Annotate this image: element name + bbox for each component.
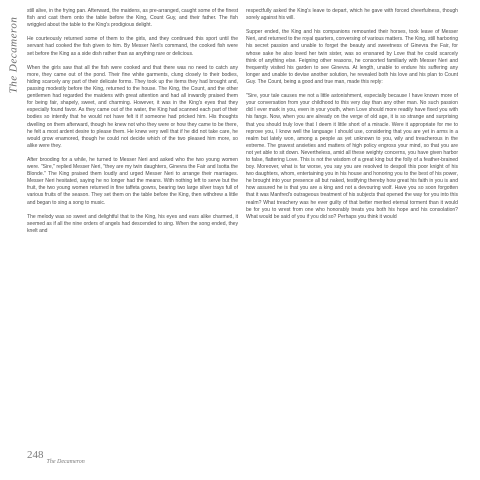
side-book-title xyxy=(2,16,24,94)
paragraph: respectfully asked the King's leave to depart, which he gave with forced cheerfulness, though sorely against his will. xyxy=(246,8,458,22)
page-footer xyxy=(27,449,85,465)
page-number: 248 xyxy=(27,449,44,461)
paragraph: still alive, in the frying pan. Afterward, the maidens, as pre-arranged, caught some of the finest fish and cast them onto the table before the King, Count Guy, and their father. The fish wriggled about the table to the King's prodigious delight. xyxy=(27,8,238,29)
right-text-column xyxy=(246,8,458,228)
paragraph: "Sire, your tale causes me not a little astonishment, especially because I have known more of your conversation from your childhood to this very day than any other man. No such passion did I ever mark in you, even in your youth, when Love should more readily have fixed you with his fangs. Now, when you are already on the verge of old age, it is so strange and surprising that you should truly love that I deem it little short of a miracle. Were it appropriate for me to reprove you, I know well the language I should use, considering that you are yet in arms in a realm but lately won, among a people as yet unknown to you, wily and treacherous in the extreme. The gravest anxieties and matters of high policy engross your mind, so that you are not yet able to sit down. Nevertheless, amid all these weighty concerns, you have given harbor to false, flattering Love. This is not the wisdom of a great king but the folly of a feather-brained boy. Moreover, what is far worse, you say you are resolved to despoil this poor knight of his two daughters, whom, entertaining you in his house and honoring you to the best of his power, he brought into your presence all but naked, testifying thereby how great his faith in you is and how assured he is that you are a king and not a devouring wolf. Have you so soon forgotten that it was Manfred's outrageous treatment of his subjects that opened the way for you into this realm? What treachery was he ever guilty of that better merited eternal torment than it would be for you to wrest from one who honorably treats you both his hope and his consolation? What would be said of you if you did so? Perhaps you think it would xyxy=(246,93,458,220)
footer-book-title: The Decameron xyxy=(46,459,85,465)
paragraph: He courteously returned some of them to the girls, and they continued this sport until the servant had cooked the fish given to him. By Messer Neri's command, the cooked fish were set before the King as a side dish rather than as anything rare or delicious. xyxy=(27,36,238,57)
paragraph: After brooding for a while, he turned to Messer Neri and asked who the two young women were. "Sire," replied Messer Neri, "they are my twin daughters, Ginevra the Fair and Isotta the Blonde." The King praised them loudly and urged Messer Neri to arrange their marriages. Messer Neri hesitated, saying he no longer had the means. With nothing left to serve but the fruit, the two young women returned in fine taffeta gowns, bearing two large silver trays full of various fruits of the season. They set them on the table before the King, then withdrew a little and began to sing a song to music. xyxy=(27,156,238,206)
side-book-title-text: The Decameron xyxy=(7,16,20,94)
left-text-column xyxy=(27,8,238,242)
paragraph: When the girls saw that all the fish were cooked and that there was no need to catch any more, they came out of the pond. Their fine white garments, clung closely to their bodies, hiding scarcely any part of their delicate forms. They took up the items they had brought and, passing modestly before the King, returned to the house. The King, the Count, and the other gentlemen had regarded the maidens with great attention and had all inwardly praised them for being fair, shapely, sweet, and charming. However, it was in the King's eyes that they especially found favor. As they came out of the water, the King had scanned each part of their bodies so intently that he would not have felt it if someone had pricked him. His thoughts dwelling on them afterward, though he knew not who they were or how they came to be there, he felt a most ardent desire to please them. He knew very well that if he did not take care, he would grow enamored, though he could not decide which of the two pleased him more, so alike were they. xyxy=(27,64,238,149)
paragraph: Supper ended, the King and his companions remounted their horses, took leave of Messer Neri, and returned to the royal quarters, conversing of various matters. The King, still harboring his secret passion and unable to forget the beauty and sweetness of Ginevra the Fair, for whose sake he also loved her twin sister, was so ensnared by Love that he could scarcely think of anything else. Feigning other reasons, he consorted familiarly with Messer Neri and frequently visited his garden to see Ginevra. At length, unable to endure his suffering any longer and unable to devise another solution, he revealed both his love and his plan to Count Guy. The Count, being a good and true man, made this reply: xyxy=(246,29,458,85)
paragraph: The melody was so sweet and delightful that to the King, his eyes and ears alike charmed, it seemed as if all the nine orders of angels had descended to sing. When the song ended, they knelt and xyxy=(27,213,238,234)
